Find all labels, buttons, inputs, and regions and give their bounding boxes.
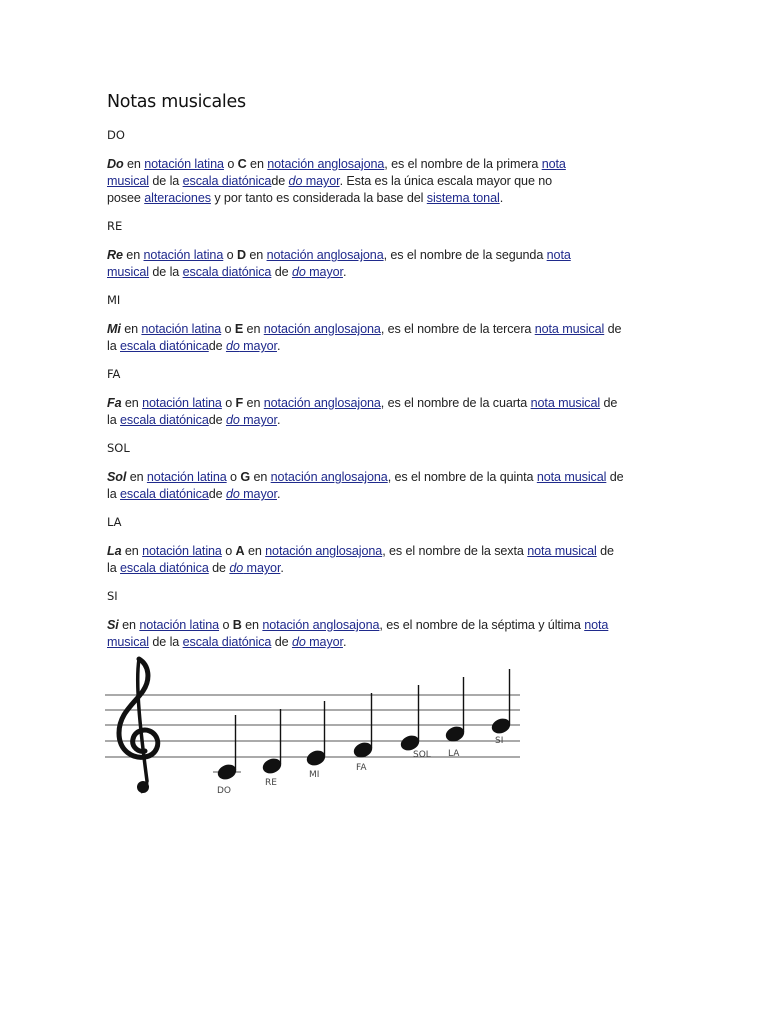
text-run: de bbox=[606, 470, 624, 484]
text-run: , es el nombre de la séptima y última bbox=[379, 618, 585, 632]
text-run: . bbox=[276, 487, 281, 501]
text-run: , es el nombre de la quinta bbox=[387, 470, 537, 484]
anglo-note-letter: D bbox=[236, 248, 246, 262]
wiki-link[interactable]: notación anglosajona bbox=[262, 618, 380, 632]
anglo-note-letter: F bbox=[235, 396, 244, 410]
text-run: en bbox=[250, 470, 271, 484]
text-run: de bbox=[208, 413, 226, 427]
text-run: , es el nombre de la tercera bbox=[380, 322, 535, 336]
section-paragraph-mi bbox=[107, 321, 667, 355]
text-run: de la bbox=[149, 265, 183, 279]
wiki-link[interactable]: mayor bbox=[239, 413, 277, 427]
text-run: en bbox=[243, 322, 264, 336]
section-heading-fa: FA bbox=[107, 367, 121, 381]
text-run: en bbox=[243, 396, 264, 410]
note-name: Fa bbox=[107, 396, 122, 410]
wiki-link[interactable]: nota musical bbox=[534, 322, 605, 336]
text-run: . Esta es la única escala mayor que no bbox=[339, 174, 553, 188]
wiki-link[interactable]: mayor bbox=[305, 635, 343, 649]
wiki-link[interactable]: mayor bbox=[305, 265, 343, 279]
text-run: . bbox=[342, 635, 347, 649]
wiki-link[interactable]: notación latina bbox=[139, 618, 220, 632]
wiki-link[interactable]: do bbox=[225, 413, 240, 427]
text-run: de bbox=[208, 339, 226, 353]
note-label-fa: FA bbox=[356, 763, 367, 773]
wiki-link[interactable]: nota bbox=[541, 157, 566, 171]
wiki-link[interactable]: notación anglosajona bbox=[263, 322, 381, 336]
text-run: en bbox=[123, 157, 145, 171]
wiki-link[interactable]: notación latina bbox=[144, 157, 224, 171]
wiki-link[interactable]: do bbox=[291, 635, 306, 649]
wiki-link[interactable]: escala diatónica bbox=[120, 413, 209, 427]
text-run: en bbox=[121, 396, 143, 410]
section-heading-mi: MI bbox=[107, 293, 121, 307]
section-paragraph-re bbox=[107, 247, 667, 281]
wiki-link[interactable]: mayor bbox=[239, 339, 277, 353]
wiki-link[interactable]: notación anglosajona bbox=[270, 470, 388, 484]
wiki-link[interactable]: musical bbox=[107, 174, 149, 188]
text-run: de bbox=[596, 544, 614, 558]
anglo-note-letter: G bbox=[240, 470, 251, 484]
wiki-link[interactable]: sistema tonal bbox=[426, 191, 500, 205]
text-run: de bbox=[600, 396, 618, 410]
note-name: Sol bbox=[107, 470, 127, 484]
text-run: , es el nombre de la cuarta bbox=[380, 396, 531, 410]
wiki-link[interactable]: escala diatónica bbox=[120, 487, 209, 501]
text-run: o bbox=[223, 157, 238, 171]
wiki-link[interactable]: nota musical bbox=[530, 396, 601, 410]
wiki-link[interactable]: do bbox=[229, 561, 244, 575]
text-run: , es el nombre de la primera bbox=[384, 157, 542, 171]
section-paragraph-fa bbox=[107, 395, 667, 429]
wiki-link[interactable]: do bbox=[291, 265, 306, 279]
text-run: en bbox=[244, 544, 266, 558]
text-run: o bbox=[223, 248, 237, 262]
text-run: en bbox=[241, 618, 263, 632]
anglo-note-letter: C bbox=[237, 157, 247, 171]
text-run: de la bbox=[149, 635, 183, 649]
wiki-link[interactable]: notación latina bbox=[146, 470, 227, 484]
text-run: o bbox=[221, 322, 235, 336]
anglo-note-letter: E bbox=[234, 322, 244, 336]
section-heading-si: SI bbox=[107, 589, 118, 603]
text-run: en bbox=[121, 544, 143, 558]
wiki-link[interactable]: do bbox=[225, 487, 240, 501]
wiki-link[interactable]: nota bbox=[546, 248, 571, 262]
text-run: en bbox=[118, 618, 140, 632]
wiki-link[interactable]: nota musical bbox=[527, 544, 597, 558]
note-sections bbox=[107, 128, 667, 651]
treble-clef-icon bbox=[119, 659, 158, 793]
page-title: Notas musicales bbox=[107, 92, 246, 112]
section-heading-re: RE bbox=[107, 219, 123, 233]
wiki-link[interactable]: musical bbox=[107, 635, 149, 649]
wiki-link[interactable]: mayor bbox=[302, 174, 340, 188]
text-run: en bbox=[246, 157, 268, 171]
text-run: de bbox=[604, 322, 622, 336]
text-run: en bbox=[122, 248, 144, 262]
wiki-link[interactable]: musical bbox=[107, 265, 149, 279]
section-heading-do: DO bbox=[107, 128, 125, 142]
text-run: de la bbox=[149, 174, 183, 188]
notes-group bbox=[213, 669, 512, 796]
wiki-link[interactable]: alteraciones bbox=[144, 191, 211, 205]
wiki-link[interactable]: do bbox=[288, 174, 303, 188]
text-run: o bbox=[219, 618, 233, 632]
text-run: en bbox=[245, 248, 267, 262]
text-run: . bbox=[342, 265, 347, 279]
note-label-sol: SOL bbox=[413, 750, 431, 760]
wiki-link[interactable]: notación latina bbox=[142, 544, 222, 558]
section-paragraph-si bbox=[107, 617, 667, 651]
text-run: o bbox=[226, 470, 241, 484]
wiki-link[interactable]: escala diatónica bbox=[182, 174, 272, 188]
text-run: . bbox=[276, 413, 281, 427]
text-run: de bbox=[271, 174, 289, 188]
document-page bbox=[107, 92, 667, 663]
text-run: . bbox=[280, 561, 284, 575]
text-run: la bbox=[107, 487, 121, 501]
wiki-link[interactable]: notación anglosajona bbox=[263, 396, 381, 410]
wiki-link[interactable]: notación latina bbox=[143, 248, 224, 262]
text-run: la bbox=[107, 413, 121, 427]
staff-lines bbox=[105, 695, 520, 757]
note-label-la: LA bbox=[448, 749, 460, 759]
text-run: y por tanto es considerada la base del bbox=[210, 191, 427, 205]
wiki-link[interactable]: escala diatónica bbox=[182, 265, 272, 279]
text-run: la bbox=[107, 561, 121, 575]
wiki-link[interactable]: escala diatónica bbox=[182, 635, 272, 649]
wiki-link[interactable]: notación latina bbox=[141, 322, 222, 336]
section-paragraph-la bbox=[107, 543, 667, 577]
wiki-link[interactable]: notación anglosajona bbox=[265, 544, 383, 558]
wiki-link[interactable]: notación latina bbox=[142, 396, 222, 410]
wiki-link[interactable]: do bbox=[225, 339, 240, 353]
section-heading-sol: SOL bbox=[107, 441, 130, 455]
wiki-link[interactable]: notación anglosajona bbox=[267, 157, 385, 171]
note-label-si: SI bbox=[495, 736, 504, 746]
anglo-note-letter: B bbox=[232, 618, 242, 632]
note-name: Mi bbox=[107, 322, 121, 336]
wiki-link[interactable]: nota bbox=[584, 618, 609, 632]
text-run: , es el nombre de la segunda bbox=[383, 248, 547, 262]
note-name: La bbox=[107, 544, 122, 558]
wiki-link[interactable]: notación anglosajona bbox=[266, 248, 384, 262]
wiki-link[interactable]: escala diatónica bbox=[120, 339, 209, 353]
text-run: de bbox=[208, 561, 230, 575]
wiki-link[interactable]: escala diatónica bbox=[120, 561, 209, 575]
text-run: en bbox=[120, 322, 142, 336]
wiki-link[interactable]: mayor bbox=[243, 561, 281, 575]
section-heading-la: LA bbox=[107, 515, 122, 529]
note-name: Do bbox=[107, 157, 124, 171]
text-run: , es el nombre de la sexta bbox=[382, 544, 528, 558]
note-label-mi: MI bbox=[309, 770, 320, 780]
wiki-link[interactable]: mayor bbox=[239, 487, 277, 501]
wiki-link[interactable]: nota musical bbox=[536, 470, 607, 484]
section-paragraph-do bbox=[107, 156, 667, 207]
text-run: . bbox=[276, 339, 281, 353]
text-run: o bbox=[221, 544, 236, 558]
text-run: o bbox=[221, 396, 236, 410]
note-name: Re bbox=[107, 248, 123, 262]
text-run: de bbox=[271, 635, 292, 649]
text-run: posee bbox=[107, 191, 145, 205]
text-run: de bbox=[208, 487, 226, 501]
text-run: . bbox=[499, 191, 504, 205]
section-paragraph-sol bbox=[107, 469, 667, 503]
text-run: en bbox=[126, 470, 147, 484]
text-run: de bbox=[271, 265, 292, 279]
note-label-re: RE bbox=[265, 778, 277, 788]
music-staff-figure bbox=[105, 655, 525, 800]
note-name: Si bbox=[107, 618, 119, 632]
text-run: la bbox=[107, 339, 121, 353]
anglo-note-letter: A bbox=[235, 544, 245, 558]
note-label-do: DO bbox=[217, 786, 232, 796]
